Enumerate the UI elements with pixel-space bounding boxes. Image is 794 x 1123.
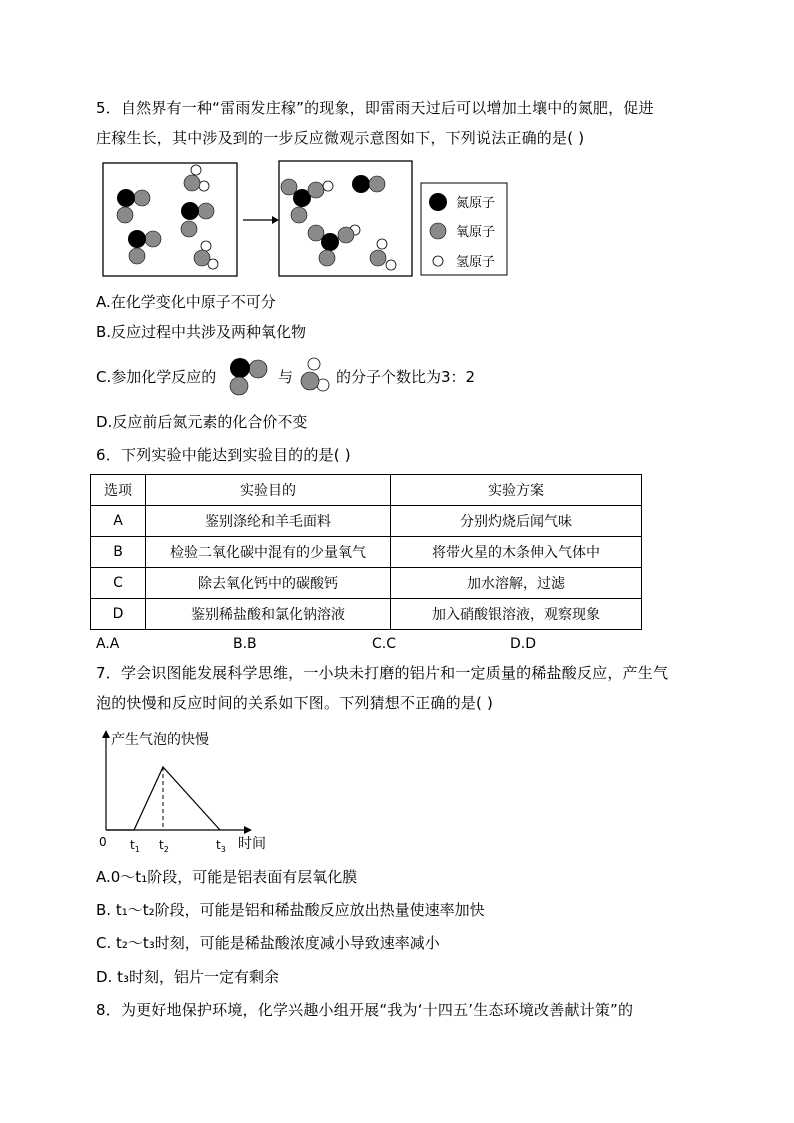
q6-choice-d: D.D	[510, 636, 537, 652]
row-purpose: 鉴别涤纶和羊毛面料	[146, 506, 391, 537]
row-purpose: 鉴别稀盐酸和氯化钠溶液	[146, 599, 391, 630]
product-h2o-molecule	[370, 239, 396, 270]
q7-option-d: D. t₃时刻，铝片一定有剩余	[96, 968, 279, 986]
bubble-rate-graph	[96, 728, 286, 856]
legend-nitrogen-item	[429, 193, 495, 211]
q5-option-c	[96, 366, 216, 388]
row-purpose: 除去氧化钙中的碳酸钙	[146, 568, 391, 599]
q6-experiment-table	[90, 474, 642, 630]
product-h2o-molecule	[323, 181, 333, 191]
row-purpose: 检验二氧化碳中混有的少量氧气	[146, 537, 391, 568]
x-axis-arrow	[244, 826, 252, 834]
q8-stem-line1: 8．为更好地保护环境，化学兴趣小组开展“我为‘十四五’生态环境改善献计策”的	[96, 1001, 634, 1019]
header-plan: 实验方案	[391, 475, 642, 506]
row-option: D	[91, 599, 146, 630]
row-option: A	[91, 506, 146, 537]
product-h2o-molecule	[338, 225, 360, 243]
table-row	[91, 599, 642, 630]
reaction-diagram	[96, 158, 526, 282]
reactant-no-molecule	[117, 189, 150, 223]
y-axis-label: 产生气泡的快慢	[111, 732, 209, 748]
header-purpose: 实验目的	[146, 475, 391, 506]
q5-option-d: D.反应前后氮元素的化合价不变	[96, 413, 308, 431]
y-axis-arrow	[102, 730, 110, 738]
q7-option-a: A.0～t₁阶段，可能是铝表面有层氧化膜	[96, 868, 358, 886]
q6-choice-c: C.C	[372, 636, 397, 652]
legend-oxygen-item	[430, 223, 495, 240]
row-plan: 加入硝酸银溶液，观察现象	[391, 599, 642, 630]
table-header-row	[91, 475, 642, 506]
reactant-no2-molecule	[181, 202, 214, 237]
q5-stem-line2: 庄稼生长，其中涉及到的一步反应微观示意图如下，下列说法正确的是( )	[96, 129, 585, 147]
product-no2-molecule	[281, 179, 324, 223]
reaction-arrow	[243, 216, 279, 224]
x-axis-label: 时间	[238, 836, 266, 852]
q5-option-c-suffix: 的分子个数比为3：2	[336, 368, 476, 386]
row-plan: 加水溶解，过滤	[391, 568, 642, 599]
t1-label: $t_1$	[130, 838, 140, 854]
q5-option-a: A.在化学变化中原子不可分	[96, 293, 276, 311]
q7-option-b: B. t₁～t₂阶段，可能是铝和稀盐酸反应放出热量使速率加快	[96, 901, 485, 919]
legend-nitrogen-label: 氮原子	[456, 196, 496, 211]
q7-stem-line1: 7．学会识图能发展科学思维，一小块未打磨的铝片和一定质量的稀盐酸反应，产生气	[96, 664, 669, 682]
q6-choice-b: B.B	[233, 636, 257, 652]
nh3-molecule-icon	[296, 356, 332, 396]
origin-label: 0	[99, 835, 107, 849]
q5-option-c-prefix: C.参加化学反应的	[96, 368, 217, 386]
reactant-nh3-molecule	[184, 165, 209, 191]
table-row	[91, 568, 642, 599]
q5-stem-line1: 5．自然界有一种“雷雨发庄稼”的现象，即雷雨天过后可以增加土壤中的氮肥，促进	[96, 99, 654, 117]
product-no-molecule	[352, 175, 385, 193]
row-plan: 将带火星的木条伸入气体中	[391, 537, 642, 568]
product-no2-molecule	[308, 225, 339, 266]
header-option: 选项	[91, 475, 146, 506]
no-molecule-icon	[224, 354, 270, 398]
row-option: B	[91, 537, 146, 568]
q7-option-c: C. t₂～t₃时刻，可能是稀盐酸浓度减小导致速率减小	[96, 934, 440, 952]
legend-hydrogen-item	[433, 255, 495, 270]
q6-choice-a: A.A	[96, 636, 120, 652]
table-row	[91, 506, 642, 537]
legend-hydrogen-label: 氢原子	[456, 255, 496, 270]
reactant-no-molecule	[128, 230, 161, 264]
q7-stem-line2: 泡的快慢和反应时间的关系如下图。下列猜想不正确的是( )	[96, 694, 494, 712]
q6-stem: 6．下列实验中能达到实验目的的是( )	[96, 446, 351, 464]
row-plan: 分别灼烧后闻气味	[391, 506, 642, 537]
table-row	[91, 537, 642, 568]
q5-option-b: B.反应过程中共涉及两种氧化物	[96, 323, 307, 341]
row-option: C	[91, 568, 146, 599]
q5-option-c-mid: 与	[278, 368, 294, 386]
reactant-h2o-molecule	[194, 241, 218, 269]
legend-oxygen-label: 氧原子	[456, 225, 496, 240]
t2-label: $t_2$	[159, 838, 169, 854]
t3-label: $t_3$	[216, 838, 226, 854]
